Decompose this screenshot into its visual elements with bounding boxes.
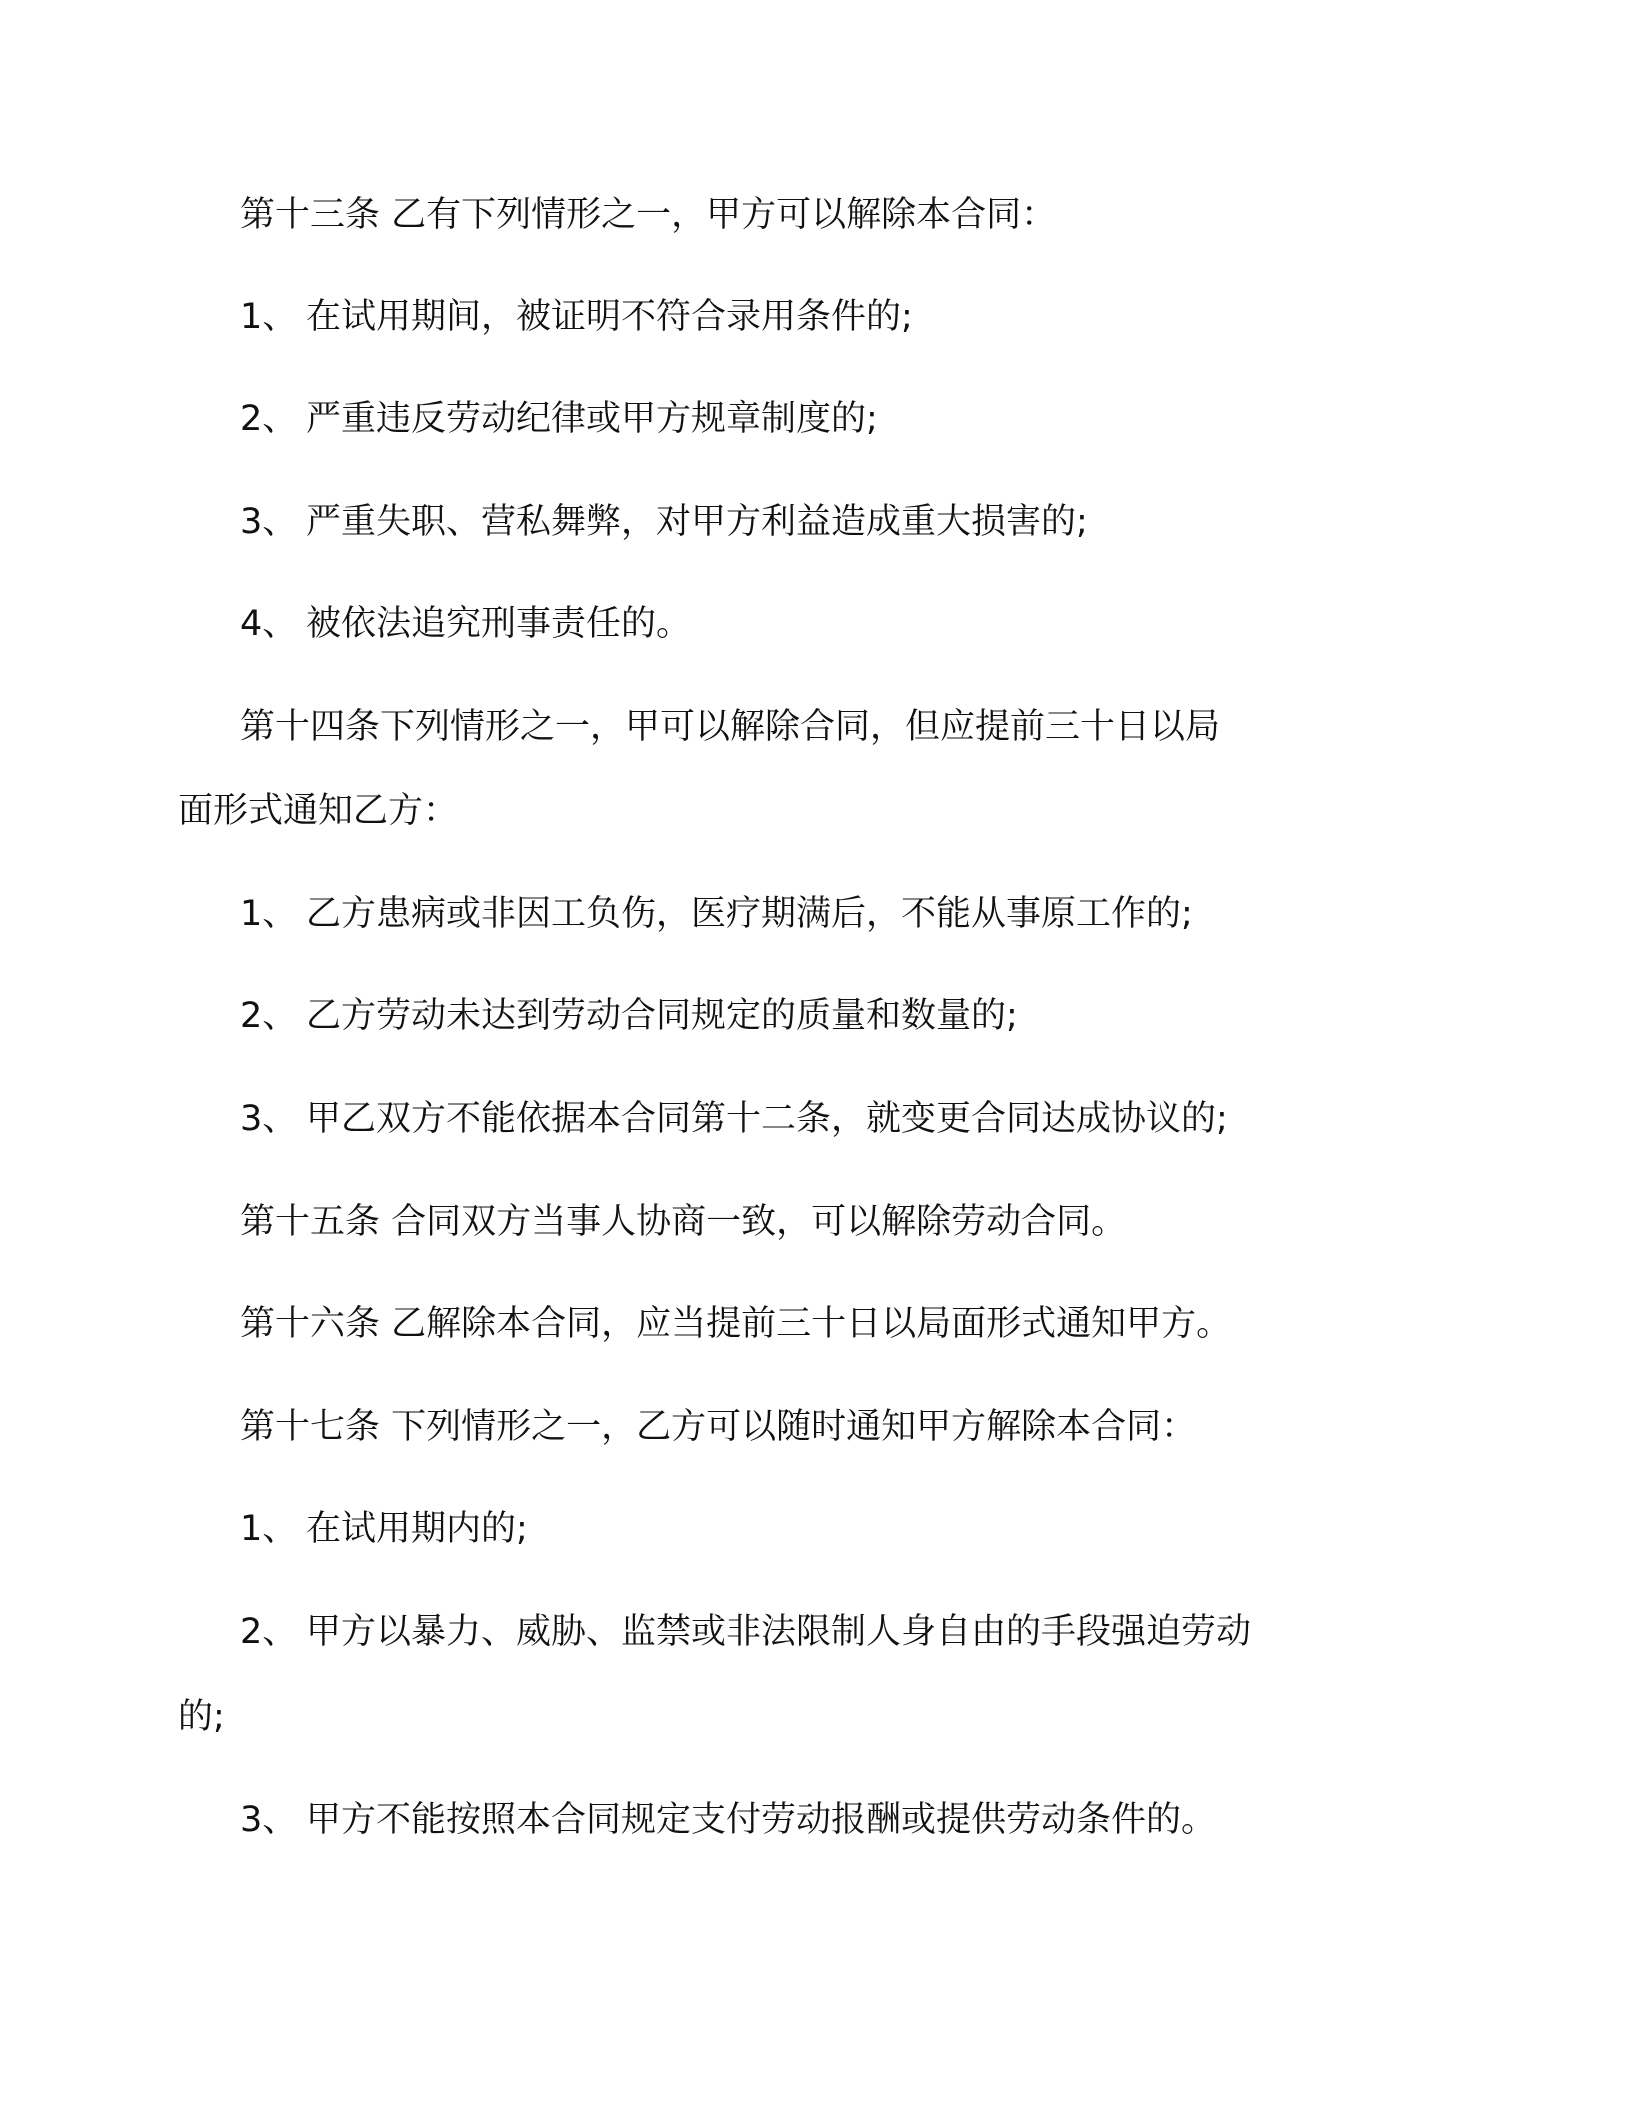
item-text: 乙方患病或非因工负伤，医疗期满后，不能从事原工作的; bbox=[306, 894, 1193, 934]
article-13-item-3 bbox=[240, 502, 1390, 542]
article-15 bbox=[240, 1202, 1390, 1242]
article-13-item-2 bbox=[240, 399, 1390, 439]
article-14-heading-line-2 bbox=[178, 791, 1328, 831]
item-text: 的; bbox=[178, 1697, 225, 1737]
article-13-item-1 bbox=[240, 297, 1390, 337]
paragraph-text: 第十七条 下列情形之一，乙方可以随时通知甲方解除本合同： bbox=[240, 1407, 1197, 1447]
paragraph-text: 第十五条 合同双方当事人协商一致，可以解除劳动合同。 bbox=[240, 1202, 1127, 1242]
article-17-heading bbox=[240, 1407, 1390, 1447]
article-17-item-3 bbox=[240, 1800, 1390, 1840]
article-17-item-2-line-1 bbox=[240, 1612, 1390, 1652]
item-text: 甲方不能按照本合同规定支付劳动报酬或提供劳动条件的。 bbox=[306, 1800, 1217, 1840]
article-13-heading bbox=[240, 195, 1390, 235]
item-number: 3、 bbox=[240, 1099, 298, 1139]
item-text: 乙方劳动未达到劳动合同规定的质量和数量的; bbox=[306, 996, 1018, 1036]
item-text: 严重违反劳动纪律或甲方规章制度的; bbox=[306, 399, 878, 439]
article-14-heading-line-1 bbox=[240, 707, 1390, 747]
item-number: 2、 bbox=[240, 996, 298, 1036]
article-17-item-2-line-2 bbox=[178, 1697, 1328, 1737]
article-13-item-4 bbox=[240, 604, 1390, 644]
article-14-item-2 bbox=[240, 996, 1390, 1036]
item-number: 1、 bbox=[240, 297, 298, 337]
article-14-item-1 bbox=[240, 894, 1390, 934]
paragraph-text: 面形式通知乙方： bbox=[178, 791, 459, 831]
paragraph-text: 第十三条 乙有下列情形之一，甲方可以解除本合同： bbox=[240, 195, 1057, 235]
item-number: 4、 bbox=[240, 604, 298, 644]
item-text: 在试用期间，被证明不符合录用条件的; bbox=[306, 297, 913, 337]
item-number: 1、 bbox=[240, 894, 298, 934]
item-text: 被依法追究刑事责任的。 bbox=[306, 604, 692, 644]
article-16 bbox=[240, 1304, 1390, 1344]
item-text: 甲方以暴力、威胁、监禁或非法限制人身自由的手段强迫劳动 bbox=[306, 1612, 1252, 1652]
item-number: 2、 bbox=[240, 399, 298, 439]
item-text: 甲乙双方不能依据本合同第十二条，就变更合同达成协议的; bbox=[306, 1099, 1228, 1139]
item-number: 3、 bbox=[240, 1800, 298, 1840]
item-text: 在试用期内的; bbox=[306, 1509, 528, 1549]
article-17-item-1 bbox=[240, 1509, 1390, 1549]
item-number: 2、 bbox=[240, 1612, 298, 1652]
paragraph-text: 第十六条 乙解除本合同，应当提前三十日以局面形式通知甲方。 bbox=[240, 1304, 1232, 1344]
paragraph-text: 第十四条下列情形之一，甲可以解除合同，但应提前三十日以局 bbox=[240, 707, 1221, 747]
article-14-item-3 bbox=[240, 1099, 1390, 1139]
item-number: 1、 bbox=[240, 1509, 298, 1549]
item-number: 3、 bbox=[240, 502, 298, 542]
item-text: 严重失职、营私舞弊，对甲方利益造成重大损害的; bbox=[306, 502, 1088, 542]
